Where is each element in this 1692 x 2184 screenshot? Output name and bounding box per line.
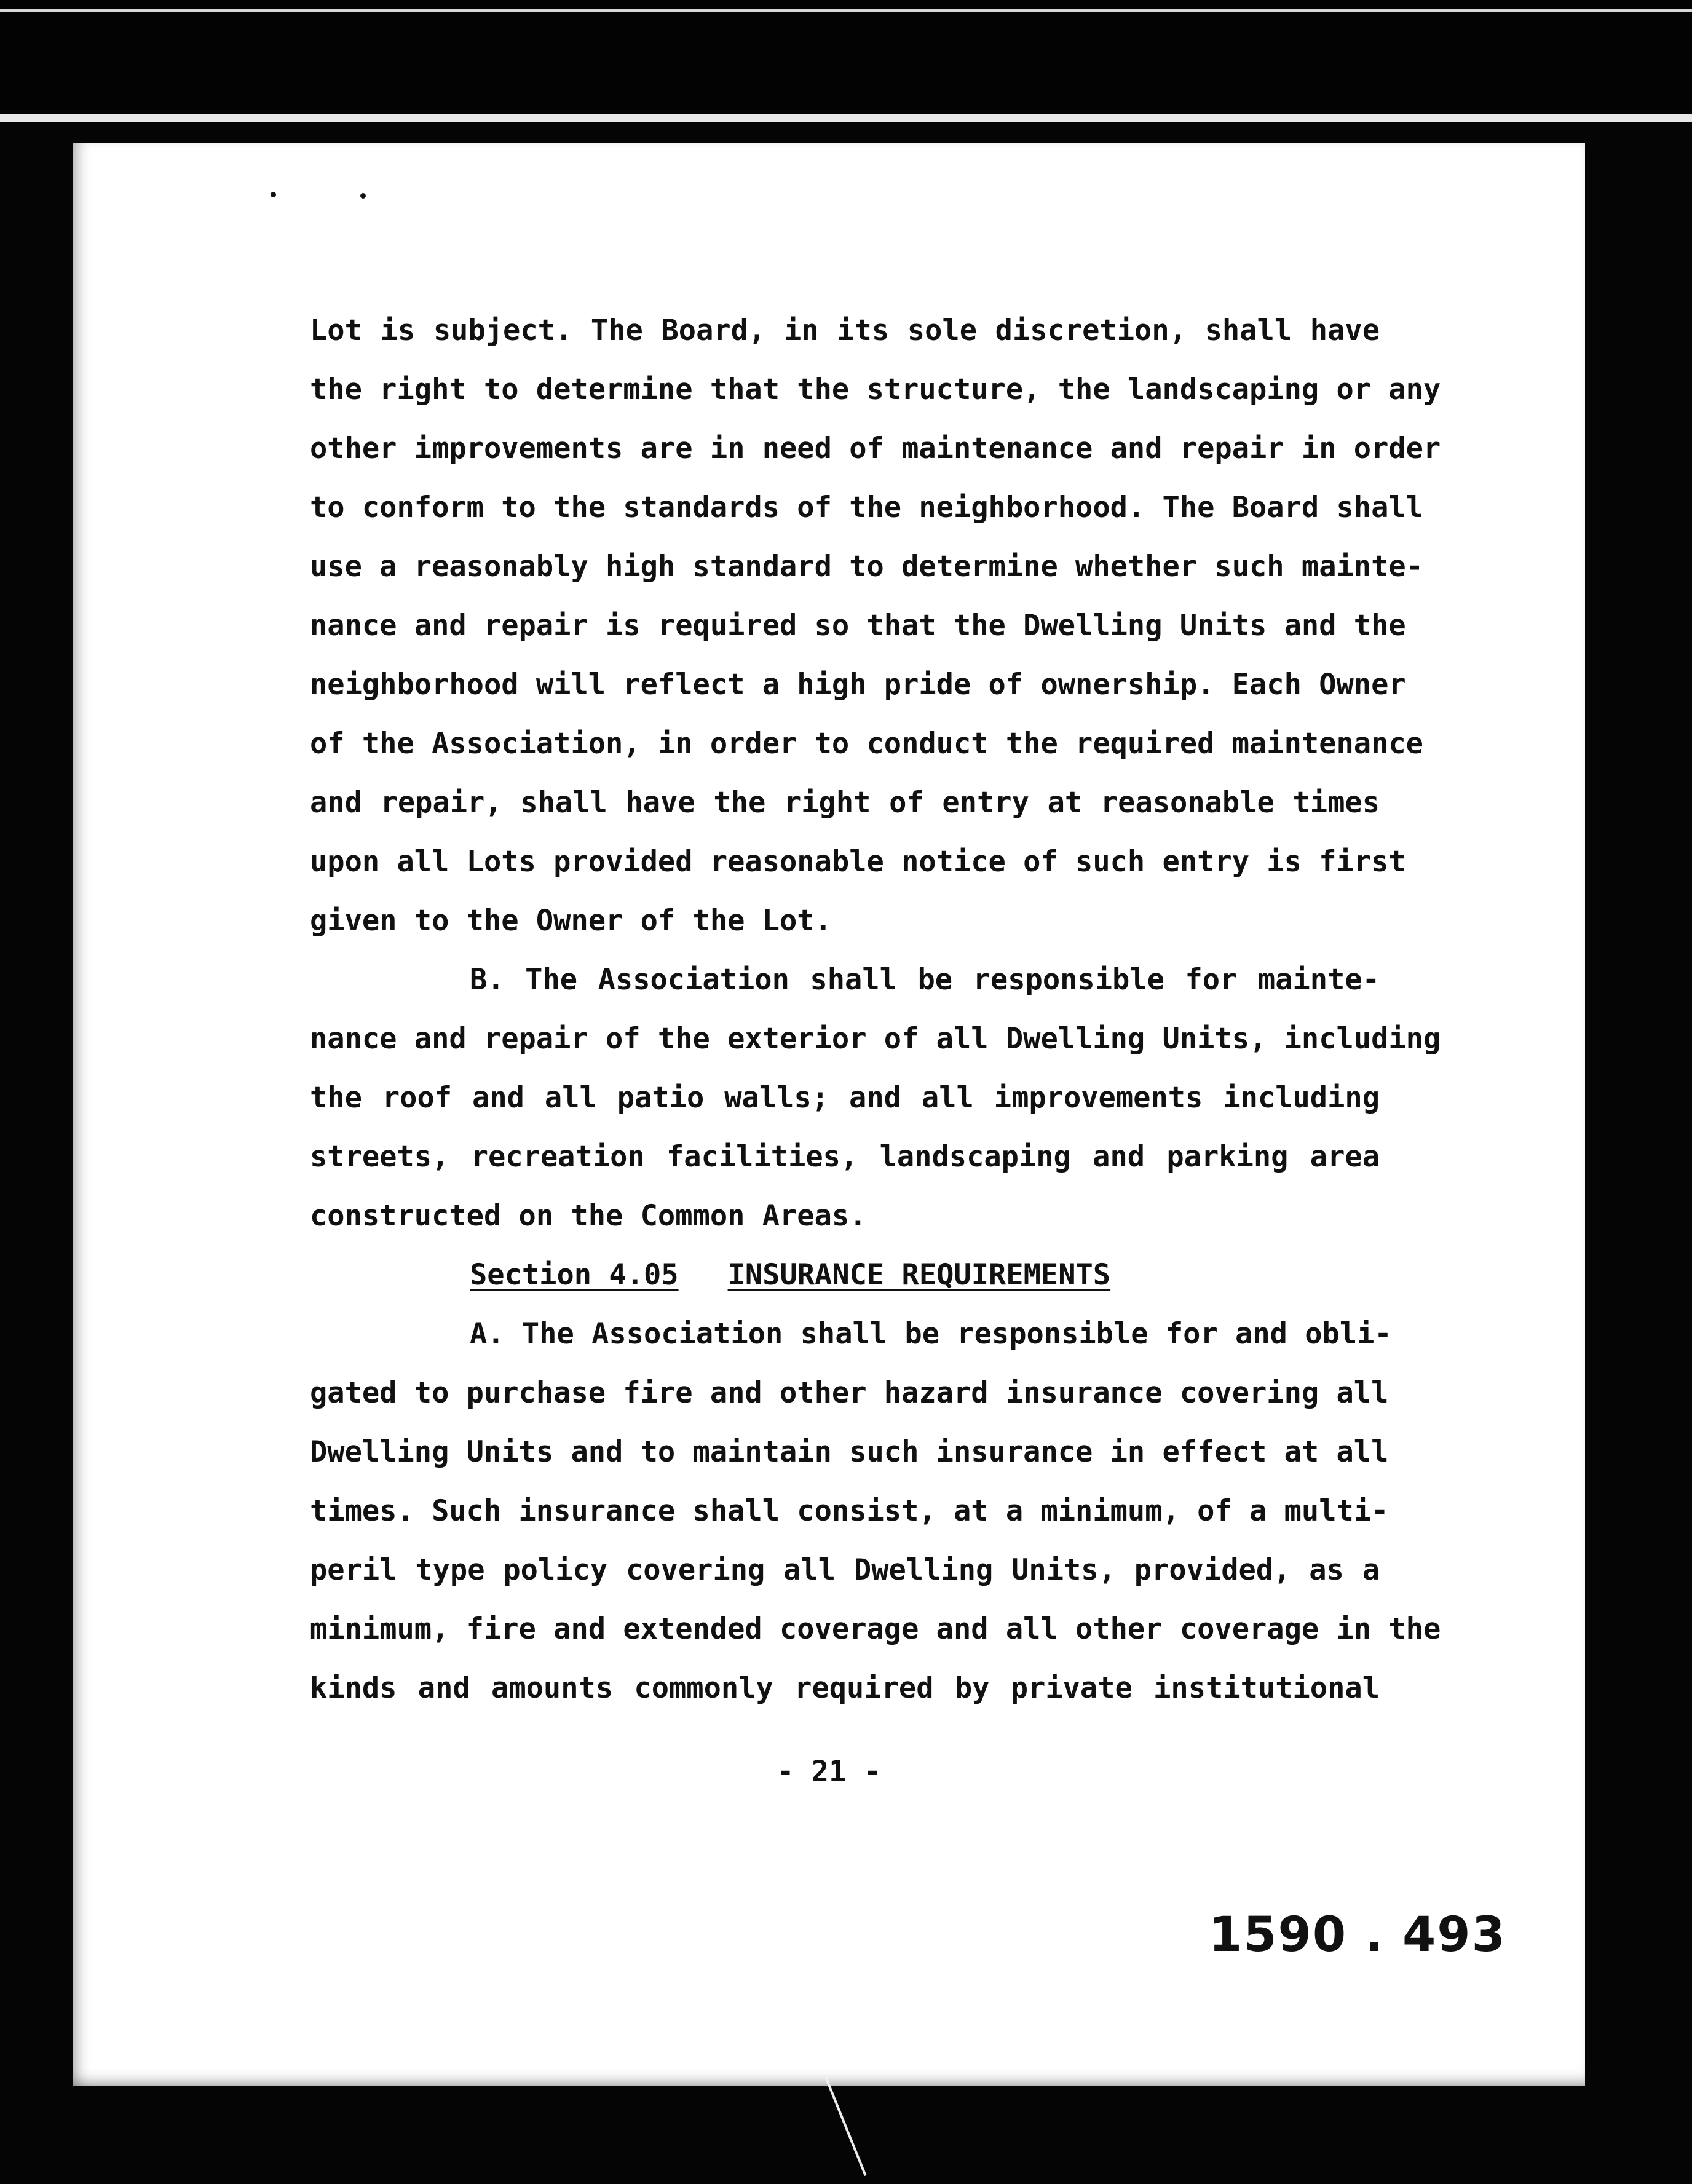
text-line: B. The Association shall be responsible for mainte- [470, 963, 1380, 997]
text-line: peril type policy covering all Dwelling Units, provided, as a [310, 1553, 1380, 1587]
scan-top-rule [0, 9, 1692, 12]
text-line: and repair, shall have the right of entry at reasonable times [310, 786, 1380, 820]
text-line: streets, recreation facilities, landscaping and parking area [310, 1140, 1380, 1174]
text-line: nance and repair of the exterior of all Dwelling Units, including [310, 1022, 1441, 1056]
page-number: - 21 - [777, 1755, 881, 1789]
text-line: upon all Lots provided reasonable notice of such entry is first [310, 845, 1406, 879]
text-line: other improvements are in need of maintenance and repair in order [310, 432, 1441, 465]
text-line: minimum, fire and extended coverage and all other coverage in the [310, 1612, 1441, 1646]
scan-speck [271, 192, 276, 197]
section-heading [310, 1246, 1380, 1305]
text-line: Lot is subject. The Board, in its sole discretion, shall have [310, 314, 1380, 347]
scan-page-edge [0, 114, 1692, 122]
text-line: nance and repair is required so that the Dwelling Units and the [310, 609, 1406, 643]
section-title: INSURANCE REQUIREMENTS [727, 1258, 1111, 1292]
recording-stamp: 1590 . 493 [1209, 1907, 1506, 1963]
text-line: neighborhood will reflect a high pride of ownership. Each Owner [310, 668, 1406, 702]
text-line: use a reasonably high standard to determine whether such mainte- [310, 550, 1423, 584]
text-line: of the Association, in order to conduct the required maintenance [310, 727, 1423, 761]
text-line: Dwelling Units and to maintain such insurance in effect at all [310, 1435, 1389, 1469]
text-line: A. The Association shall be responsible for and obli- [470, 1317, 1392, 1351]
text-line: constructed on the Common Areas. [310, 1199, 867, 1233]
text-line: the roof and all patio walls; and all improvements including [310, 1081, 1380, 1115]
text-line: gated to purchase fire and other hazard insurance covering all [310, 1376, 1389, 1410]
text-line: times. Such insurance shall consist, at a minimum, of a multi- [310, 1494, 1389, 1528]
text-line: given to the Owner of the Lot. [310, 904, 832, 938]
text-line: the right to determine that the structure, the landscaping or any [310, 373, 1441, 406]
scan-artifact-line [824, 2075, 867, 2177]
text-line: to conform to the standards of the neighborhood. The Board shall [310, 491, 1423, 524]
scan-top-band [0, 0, 1692, 123]
document-page [73, 143, 1585, 2086]
scan-speck [360, 193, 366, 199]
section-number: Section 4.05 [470, 1258, 679, 1292]
document-body [310, 301, 1441, 1718]
text-line: kinds and amounts commonly required by private institutional [310, 1671, 1380, 1705]
